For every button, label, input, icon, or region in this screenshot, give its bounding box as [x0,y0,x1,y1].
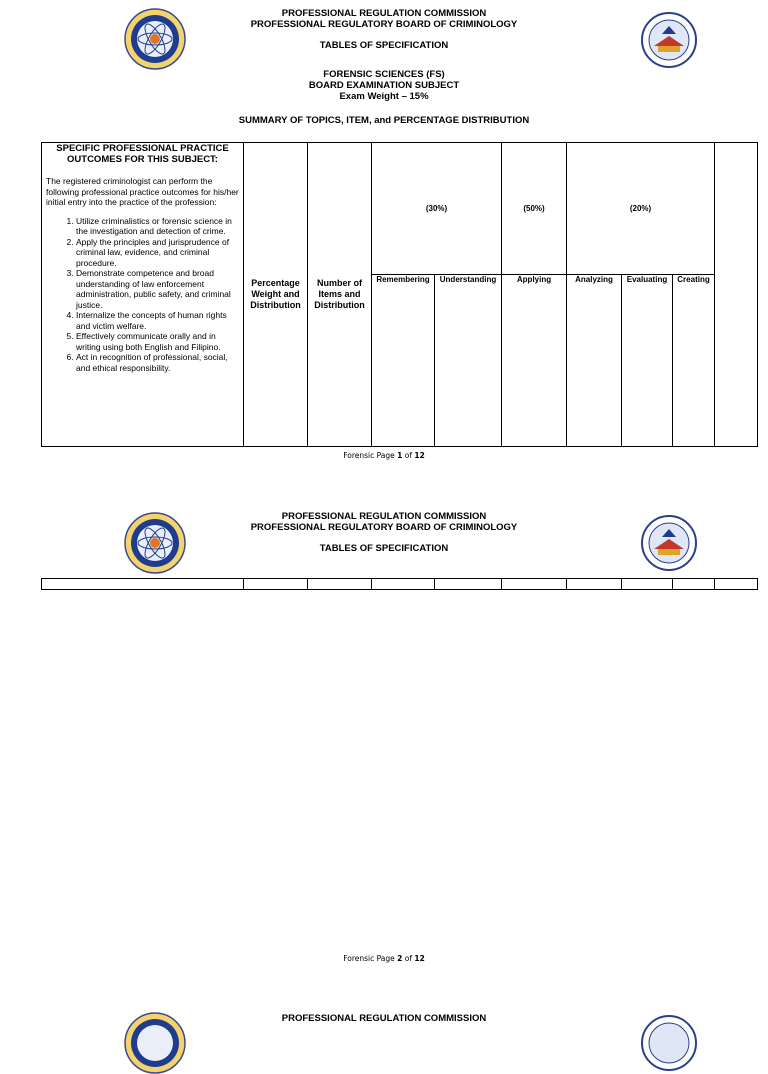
header-commission: PROFESSIONAL REGULATION COMMISSION [281,1013,487,1024]
outcomes-cell [42,143,244,447]
understanding-label: Understanding [439,275,497,284]
evaluating-label: Evaluating [626,275,668,284]
percentage-header-label: Percentage Weight and Distribution [250,278,301,310]
list-item: 3. Demonstrate competence and broad understanding of law enforcement administration, public safety, and criminal justice. [76,268,239,310]
list-item: 5. Effectively communicate orally and in writing using both English and Filipino. [76,331,239,352]
page-1-header [0,8,768,126]
creating-cell [673,275,715,447]
empty-column [715,143,758,447]
analyzing-cell [567,275,622,447]
applying-cell [502,275,567,447]
table-cell [435,579,502,590]
remembering-cell [372,275,435,447]
table-cell [567,579,622,590]
percentage-header [244,143,308,447]
applying-label: Applying [516,275,552,284]
list-item: 2. Apply the principles and jurisprudence of criminal law, evidence, and criminal procedure. [76,237,239,269]
summary-table [41,142,758,447]
higher-order-pct: (20%) [629,204,652,213]
applying-group [502,143,567,275]
page-2-footer [0,954,768,963]
subject-name: FORENSIC SCIENCES (FS) [323,69,445,80]
exam-weight: Exam Weight – 15% [339,91,429,102]
table-cell [42,579,244,590]
page-2-header [0,511,768,554]
creating-label: Creating [677,275,710,284]
footer-of: of [402,954,415,963]
table-cell [372,579,435,590]
table-cell [715,579,758,590]
table-cell [502,579,567,590]
analyzing-label: Analyzing [575,275,613,284]
continuation-table [41,578,758,590]
table-cell [673,579,715,590]
outcomes-heading: SPECIFIC PROFESSIONAL PRACTICE OUTCOMES FOR THIS SUBJECT: [56,143,229,165]
summary-title: SUMMARY OF TOPICS, ITEM, and PERCENTAGE DISTRIBUTION [238,115,530,126]
header-tos: TABLES OF SPECIFICATION [319,543,449,554]
footer-prefix: Forensic Page [343,451,398,460]
table-cell [622,579,673,590]
page-1-footer [0,451,768,460]
footer-page-total: 12 [414,954,425,963]
understanding-cell [435,275,502,447]
footer-page-current: 2 [397,954,403,963]
subject-type: BOARD EXAMINATION SUBJECT [308,80,460,91]
higher-order-group [567,143,715,275]
header-commission: PROFESSIONAL REGULATION COMMISSION [281,511,487,522]
applying-pct: (50%) [523,204,545,213]
table-cell [244,579,308,590]
items-header-label: Number of Items and Distribution [314,278,365,310]
outcomes-list [46,216,239,374]
lower-order-group [372,143,502,275]
items-header [308,143,372,447]
remembering-label: Remembering [376,275,430,284]
page-3-header [0,1013,768,1024]
footer-page-current: 1 [397,451,403,460]
evaluating-cell [622,275,673,447]
list-item: 6. Act in recognition of professional, social, and ethical responsibility. [76,352,239,373]
footer-prefix: Forensic Page [343,954,398,963]
table-cell [308,579,372,590]
header-board: PROFESSIONAL REGULATORY BOARD OF CRIMINOLOGY [250,522,518,533]
footer-page-total: 12 [414,451,425,460]
lower-order-pct: (30%) [425,204,448,213]
outcomes-intro: The registered criminologist can perform the following professional practice outcomes for his/her initial entry into the practice of the profession: [46,176,239,207]
header-board: PROFESSIONAL REGULATORY BOARD OF CRIMINOLOGY [250,19,518,30]
footer-of: of [402,451,415,460]
header-commission: PROFESSIONAL REGULATION COMMISSION [281,8,487,19]
header-tos: TABLES OF SPECIFICATION [319,40,449,51]
list-item: 1. Utilize criminalistics or forensic science in the investigation and detection of crime. [76,216,239,237]
list-item: 4. Internalize the concepts of human rights and victim welfare. [76,310,239,331]
